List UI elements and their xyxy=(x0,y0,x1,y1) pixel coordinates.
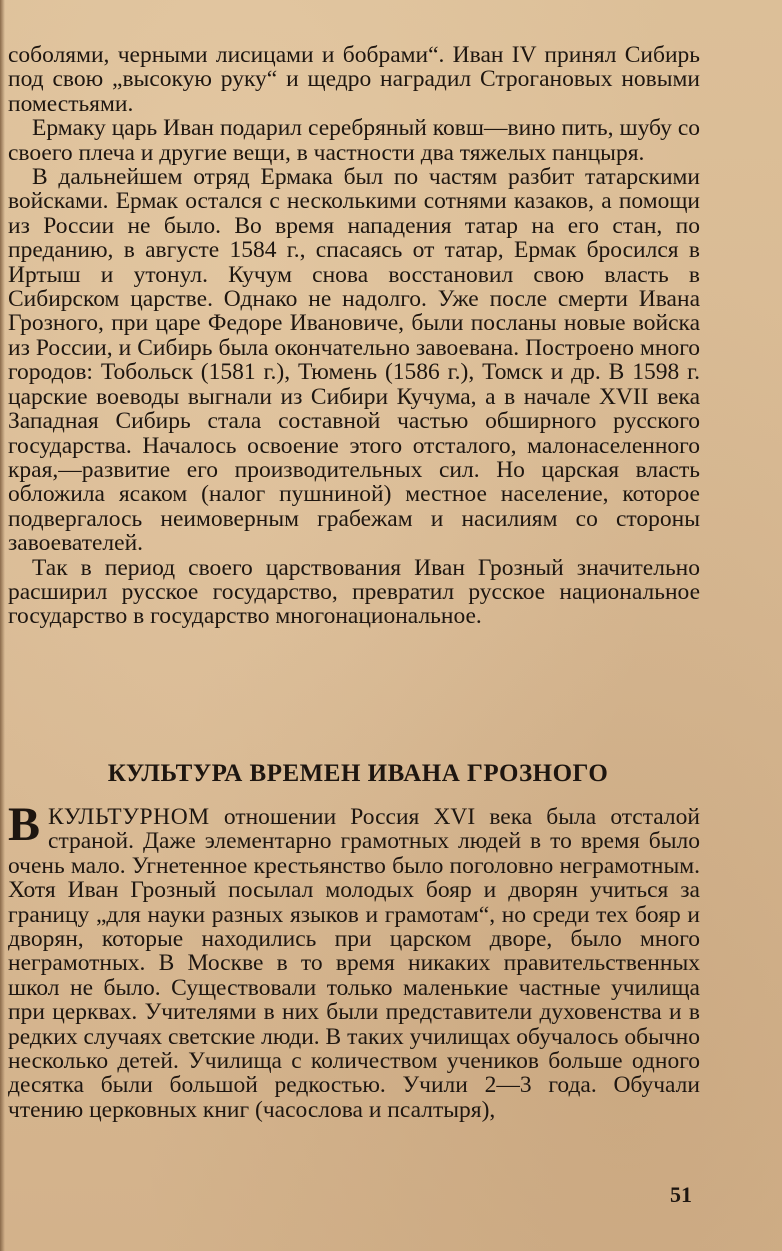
culture-paragraph-body: отношении Россия XVI века была отсталой страной. Даже элементарно грамотных людей в то время было очень мало. Угнетенное крестьянство было поголовно неграмотным. Хотя Иван Грозный посылал молодых бояр и дворян учиться за границу „для науки разных языков и грамотам“, но среди тех бояр и дворян, которые находились при царском дворе, было много неграмотных. В Москве в то время никаких правительственных школ не было. Существовали только маленькие частные училища при церквах. Учителями в них были представители духовенства и в редких случаях светские люди. В таких училищах обучалось обычно несколько детей. Училища с количеством учеников больше одного десятка были большой редкостью. Учили 2—3 года. Обучали чтению церковных книг (часослова и псалтыря), xyxy=(8,804,701,1123)
upper-text-block xyxy=(8,43,700,629)
page-number: 51 xyxy=(670,1182,692,1207)
paragraph-3: В дальнейшем отряд Ермака был по частям разбит татарскими войсками. Ермак остался с несколькими сотнями казаков, а помощи из России не было. Во время нападения татар на его стан, по преданию, в августе 1584 г., спасаясь от татар, Ермак бросился в Иртыш и утонул. Кучум снова восстановил свою власть в Сибирском царстве. Однако не надолго. Уже после смерти Ивана Грозного, при царе Федоре Ивановиче, были посланы новые войска из России, и Сибирь была окончательно завоевана. Построено много городов: Тобольск (1581 г.), Тюмень (1586 г.), Томск и др. В 1598 г. царские воеводы выгнали из Сибири Кучума, а в начале XVII века Западная Сибирь стала составной частью обширного русского государства. Началось освоение этого отсталого, малонаселенного края,—развитие его производительных сил. Но царская власть обложила ясаком (налог пушниной) местное население, которое подвергалось неимоверным грабежам и насилиям со стороны завоевателей. xyxy=(8,164,700,557)
culture-paragraph xyxy=(8,798,701,1123)
paragraph-4: Так в период своего царствования Иван Грозный значительно расширил русское государство, превратил русское национальное государство в государство многонациональное. xyxy=(8,554,700,630)
paragraph-1: соболями, черными лисицами и бобрами“. Иван IV принял Сибирь под свою „высокую руку“ и щедро наградил Строгановых новыми поместьями. xyxy=(8,42,700,117)
paragraph-2: Ермаку царь Иван подарил серебряный ковш—вино пить, шубу со своего плеча и другие вещи, в частности два тяжелых панцыря. xyxy=(8,115,700,166)
lower-text-block xyxy=(8,798,701,1123)
drop-cap-letter: В xyxy=(8,798,41,851)
section-heading: КУЛЬТУРА ВРЕМЕН ИВАНА ГРОЗНОГО xyxy=(107,760,609,787)
lead-in-caps: КУЛЬТУРНОМ xyxy=(48,804,210,830)
page-edge-shadow xyxy=(0,0,5,1251)
